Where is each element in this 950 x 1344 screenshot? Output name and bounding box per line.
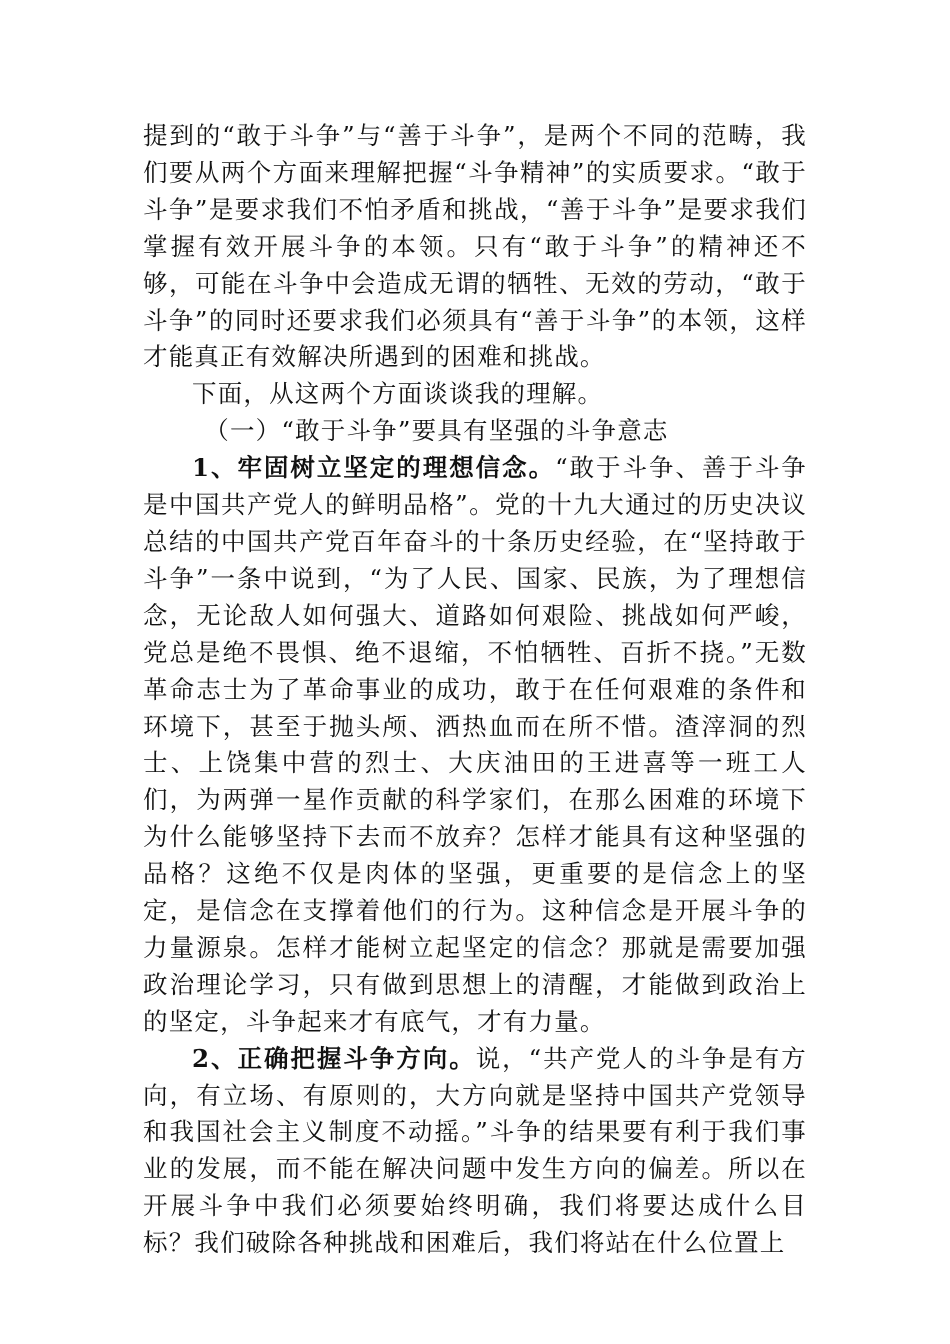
paragraph-transition	[143, 376, 807, 413]
section-heading-text: （一）“敢于斗争”要具有坚强的斗争意志	[204, 416, 669, 446]
paragraph-point-1	[143, 450, 807, 1041]
paragraph-text: 下面，从这两个方面谈谈我的理解。	[192, 379, 604, 409]
paragraph-intro-continuation	[143, 118, 807, 376]
point-1-heading: 1、牢固树立坚定的理想信念。	[192, 453, 556, 483]
paragraph-text: 说，“共产党人的斗争是有方向，有立场、有原则的，大方向就是坚持中国共产党领导和我国社会主义制度不动摇。”斗争的结果要有利于我们事业的发展，而不能在解决问题中发生方向的偏差。所以在开展斗争中我们必须要始终明确，我们将要达成什么目标？我们破除各种挑战和困难后，我们将站在什么位置上	[143, 1043, 808, 1258]
paragraph-point-2	[143, 1041, 807, 1262]
point-2-heading: 2、正确把握斗争方向。	[192, 1043, 476, 1073]
document-body	[143, 118, 807, 1262]
section-heading-1	[143, 413, 807, 450]
paragraph-text: “敢于斗争、善于斗争是中国共产党人的鲜明品格”。党的十九大通过的历史决议总结的中国共产党百年奋斗的十条历史经验，在“坚持敢于斗争”一条中说到，“为了人民、国家、民族，为了理想信念，无论敌人如何强大、道路如何艰险、挑战如何严峻，党总是绝不畏惧、绝不退缩，不怕牺牲、百折不挠。”无数革命志士为了革命事业的成功，敢于在任何艰难的条件和环境下，甚至于抛头颅、洒热血而在所不惜。渣滓洞的烈士、上饶集中营的烈士、大庆油田的王进喜等一班工人们，为两弹一星作贡献的科学家们，在那么困难的环境下为什么能够坚持下去而不放弃？怎样才能具有这种坚强的品格？这绝不仅是肉体的坚强，更重要的是信念上的坚定，是信念在支撑着他们的行为。这种信念是开展斗争的力量源泉。怎样才能树立起坚定的信念？那就是需要加强政治理论学习，只有做到思想上的清醒，才能做到政治上的坚定，斗争起来才有底气，才有力量。	[143, 453, 807, 1036]
paragraph-text: 提到的“敢于斗争”与“善于斗争”，是两个不同的范畴，我们要从两个方面来理解把握“斗争精神”的实质要求。“敢于斗争”是要求我们不怕矛盾和挑战，“善于斗争”是要求我们掌握有效开展斗争的本领。只有“敢于斗争”的精神还不够，可能在斗争中会造成无谓的牺牲、无效的劳动，“敢于斗争”的同时还要求我们必须具有“善于斗争”的本领，这样才能真正有效解决所遇到的困难和挑战。	[143, 121, 807, 372]
